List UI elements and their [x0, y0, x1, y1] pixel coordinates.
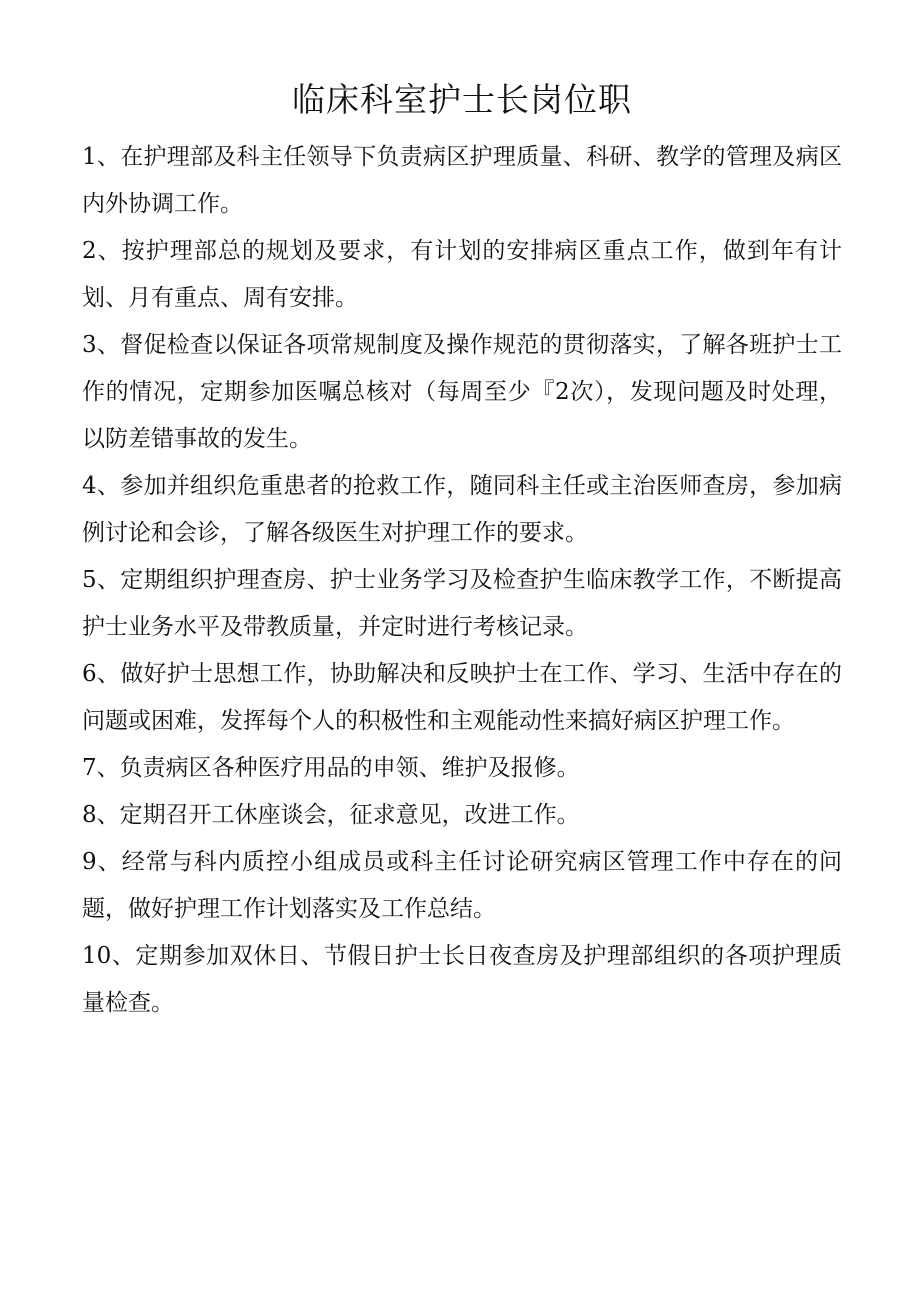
- duty-item-10: 10、定期参加双休日、节假日护士长日夜查房及护理部组织的各项护理质量检查。: [82, 943, 842, 1016]
- duty-list: [82, 134, 842, 1027]
- duty-item-8: 8、定期召开工休座谈会，征求意见，改进工作。: [82, 802, 580, 828]
- duty-item-7: 7、负责病区各种医疗用品的申领、维护及报修。: [82, 755, 580, 781]
- duty-item-4: 4、参加并组织危重患者的抢救工作，随同科主任或主治医师查房，参加病例讨论和会诊，了解各级医生对护理工作的要求。: [82, 473, 842, 546]
- duty-item-1: 1、在护理部及科主任领导下负责病区护理质量、科研、教学的管理及病区内外协调工作。: [82, 144, 842, 217]
- duty-item-9: 9、经常与科内质控小组成员或科主任讨论研究病区管理工作中存在的问题，做好护理工作计划落实及工作总结。: [82, 849, 842, 922]
- duty-item-2: 2、按护理部总的规划及要求，有计划的安排病区重点工作，做到年有计划、月有重点、周有安排。: [82, 238, 842, 311]
- document-title: 临床科室护士长岗位职: [292, 80, 632, 119]
- duty-item-5: 5、定期组织护理查房、护士业务学习及检查护生临床教学工作，不断提高护士业务水平及带教质量，并定时进行考核记录。: [82, 567, 842, 640]
- duty-item-6: 6、做好护士思想工作，协助解决和反映护士在工作、学习、生活中存在的问题或困难，发挥每个人的积极性和主观能动性来搞好病区护理工作。: [82, 661, 842, 734]
- duty-item-3: 3、督促检查以保证各项常规制度及操作规范的贯彻落实，了解各班护士工作的情况，定期参加医嘱总核对（每周至少『2次），发现问题及时处理，以防差错事故的发生。: [82, 332, 842, 452]
